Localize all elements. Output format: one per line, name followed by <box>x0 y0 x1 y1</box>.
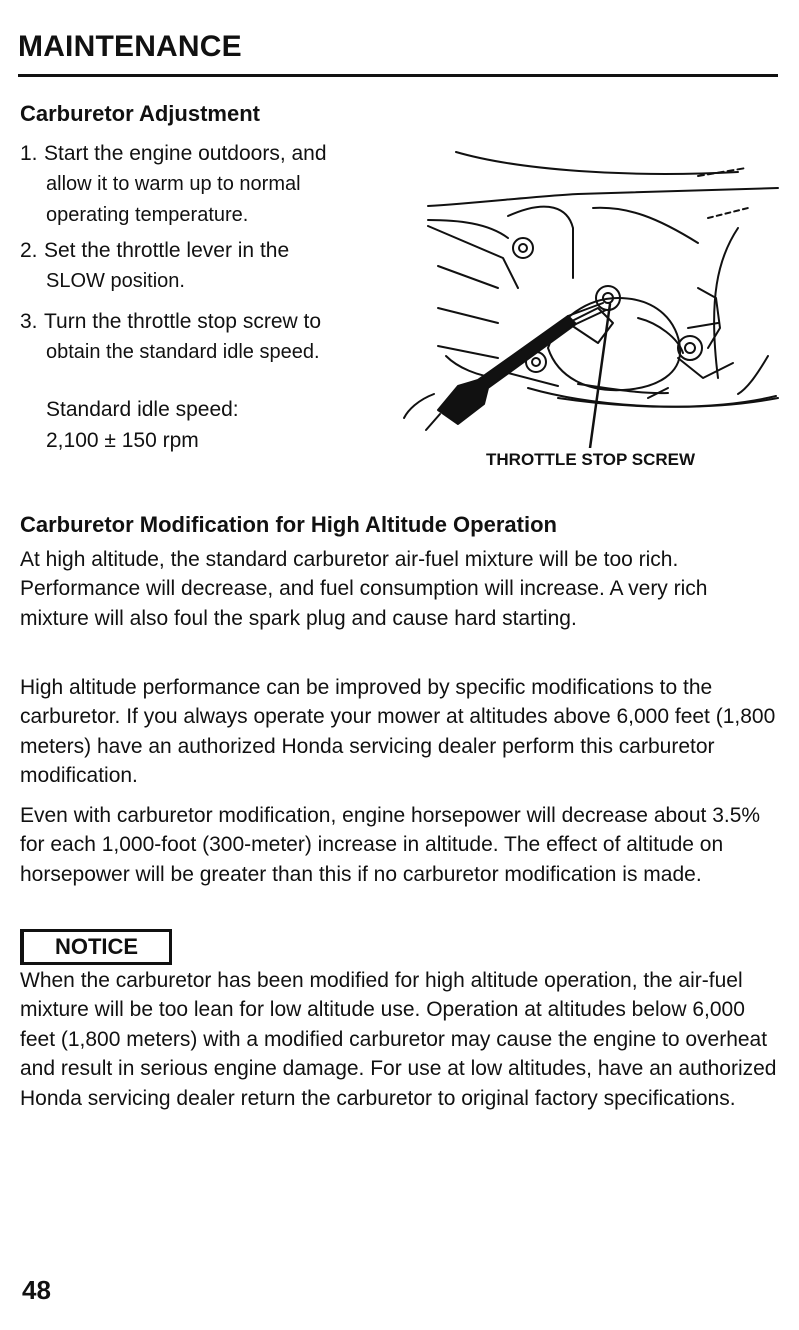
spec-value: 2,100 ± 150 rpm <box>46 429 199 452</box>
notice-badge: NOTICE <box>20 929 172 965</box>
step-text: Start the engine outdoors, and <box>44 142 327 165</box>
step-number: 2. <box>20 239 38 262</box>
carburetor-illustration <box>398 148 783 448</box>
idle-speed-spec <box>46 394 376 456</box>
step-text: obtain the standard idle speed. <box>46 341 320 363</box>
step-2 <box>20 235 400 297</box>
step-text: allow it to warm up to normal <box>46 173 301 195</box>
notice-text: When the carburetor has been modified for high altitude operation, the air-fuel mixture will be too lean for low altitude use. Operation at altitudes below 6,000 feet (1,800 meters) with a modified carburetor may cause the engine to overheat and result in serious engine damage. For use at low altitudes, have an authorized Honda servicing dealer return the carburetor to original factory specifications. <box>20 969 777 1110</box>
step-3 <box>20 306 400 368</box>
high-altitude-paragraph-1: At high altitude, the standard carburetor air-fuel mixture will be too rich. Performance will decrease, and fuel consumption will increase. A very rich mixture will also foul the spark plug and cause hard starting. <box>20 548 708 630</box>
spec-label: Standard idle speed: <box>46 398 239 421</box>
high-altitude-paragraph-2: High altitude performance can be improved by specific modifications to the carburetor. If you always operate your mower at altitudes above 6,000 feet (1,800 meters) have an authorized Honda servicing dealer perform this carburetor modification. <box>20 676 776 788</box>
page-number: 48 <box>22 1275 51 1305</box>
step-text: operating temperature. <box>46 204 249 226</box>
step-text: SLOW position. <box>46 270 185 292</box>
step-text: Set the throttle lever in the <box>44 239 290 262</box>
header-rule <box>18 74 778 77</box>
high-altitude-paragraph-3: Even with carburetor modification, engine horsepower will decrease about 3.5% for each 1,000-foot (300-meter) increase in altitude. The effect of altitude on horsepower will be greater than this if no carburetor modification is made. <box>20 804 761 886</box>
carburetor-adjustment-heading: Carburetor Adjustment <box>20 101 260 126</box>
step-number: 3. <box>20 310 38 333</box>
figure-caption: THROTTLE STOP SCREW <box>486 450 696 469</box>
page-title: MAINTENANCE <box>18 30 242 63</box>
step-1 <box>20 138 400 231</box>
step-text: Turn the throttle stop screw to <box>44 310 322 333</box>
step-number: 1. <box>20 142 38 165</box>
high-altitude-heading: Carburetor Modification for High Altitude Operation <box>20 512 557 537</box>
